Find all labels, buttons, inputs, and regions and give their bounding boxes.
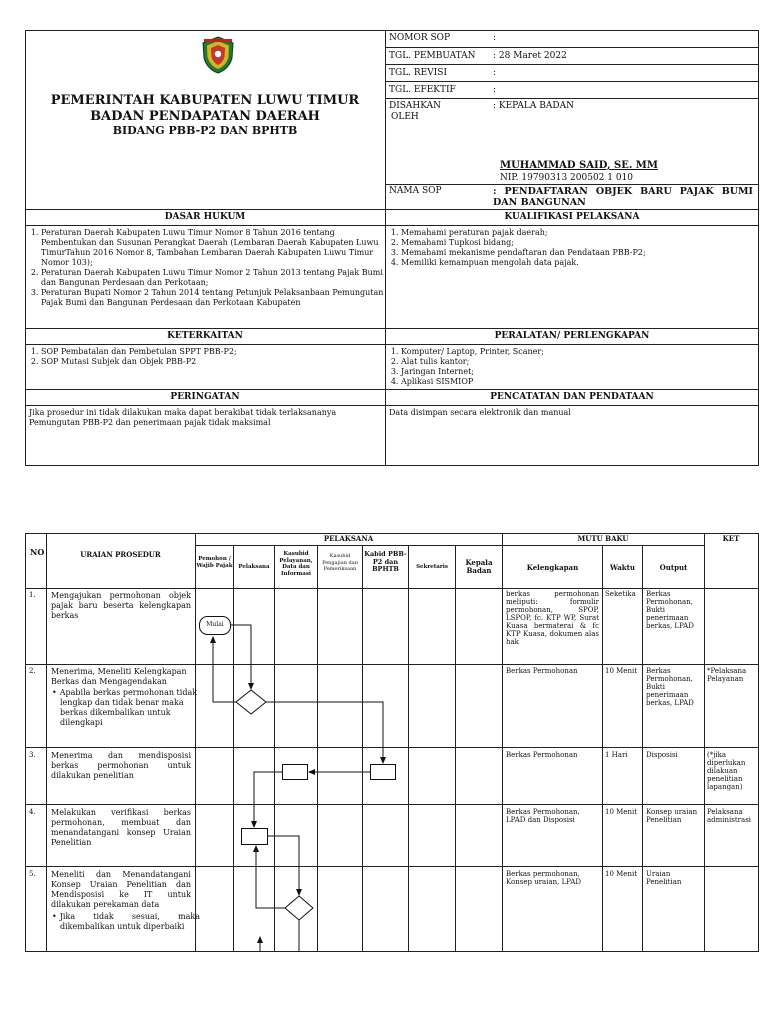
list-item: 3. Jaringan Internet; [401,367,763,377]
row-no: 3. [29,751,36,759]
row-kelengkapan: berkas permohonan meliputi: formulir permohonan, SPOP, LSPOP, fc. KTP WP, Surat Kuasa bermaterai & fc KTP Kuasa, dokumen alas hak [506,590,599,646]
row-waktu: 10 Menit [605,667,638,675]
actor-sekretaris: Sekretaris [416,564,448,570]
row-kelengkapan: Berkas Permohonan [506,667,578,675]
row-waktu: Seketika [605,590,636,598]
field-value-pembuatan: : 28 Maret 2022 [493,51,567,61]
list-item: 4. Aplikasi SISMIOP [401,377,763,387]
list-item: 2. Peraturan Daerah Kabupaten Luwu Timur Nomor 2 Tahun 2013 tentang Pajak Bumi dan Bangunan Perdesaan dan Perkotaan; [41,268,391,288]
oleh-label: OLEH [391,112,419,122]
list-item: 1. SOP Pembatalan dan Pembetulan SPPT PBB-P2; [41,347,391,357]
keterkaitan-title: KETERKAITAN [167,331,243,341]
row-uraian: Menerima dan mendisposisi berkas permohonan untuk dilakukan penelitian [51,751,191,780]
row-bullet-list [51,912,200,932]
row-output: Disposisi [646,751,678,759]
disahkan-label: DISAHKAN [389,101,442,111]
uraian-header: URAIAN PROSEDUR [80,550,161,559]
actor-kepala-badan: Kepala Badan [465,558,493,575]
list-item: 1. Memahami peraturan pajak daerah; [401,228,763,238]
row-no: 4. [29,808,36,816]
actor-kasubid-pengajian: Kasubid Pengajian dan Pemeriksaan [322,553,358,572]
row-uraian: Meneliti dan Menandatangani Konsep Uraian Penelitian dan Mendisposisi ke IT untuk dilakukan perekaman data [51,870,191,909]
row-bullet: • Apabila berkas permohonan tidak lengkap dan tidak benar maka berkas dikembalikan untuk dilengkapi [60,688,200,728]
row-output: Konsep uraian Penelitian [646,808,698,824]
process-box-kasubid [283,765,308,780]
row-output: Uraian Penelitian [646,870,682,886]
row-waktu: 10 Menit [605,870,638,878]
peralatan-title: PERALATAN/ PERLENGKAPAN [494,331,650,341]
process-box-pelaksana [242,829,268,845]
field-value-nomor: : [493,33,497,43]
row-bullet: • Jika tidak sesuai, maka dikembalikan untuk diperbaiki [60,912,200,932]
process-box-kabid [371,765,396,780]
row-uraian: Melakukan verifikasi berkas permohonan, membuat dan menandatangani konsep Uraian Penelitian [51,808,191,847]
row-no: 2. [29,667,36,675]
actor-kabid: Kabid PBB-P2 dan BPHTB [364,550,407,573]
actor-pelaksana: Pelaksana [238,564,270,570]
field-label-efektif: TGL. EFEKTIF [389,85,456,95]
row-kelengkapan: Berkas Permohonan, LPAD dan Disposisi [506,808,580,824]
nama-sop-label: NAMA SOP [389,186,442,196]
list-item: 3. Peraturan Bupati Nomor 2 Tahun 2014 tentang Petunjuk Pelaksanbaan Pemungutan Pajak Bumi dan Bangunan Perdesaan dan Perkotaan Kabupaten [41,288,391,308]
office-name-line2: BADAN PENDAPATAN DAERAH [90,109,320,124]
row-uraian: Mengajukan permohonan objek pajak baru beserta kelengkapan berkas [51,591,191,620]
row-no: 5. [29,870,36,878]
row-output: Berkas Permohonan, Bukti penerimaan berkas, LPAD [646,590,694,630]
row-no: 1. [29,591,36,599]
no-header: NO [30,547,45,557]
row-ket: *Pelaksana Pelayanan [707,667,747,683]
dasar-hukum-title: DASAR HUKUM [164,212,246,222]
list-item: 2. SOP Mutasi Subjek dan Objek PBB-P2 [41,357,391,367]
nama-sop-value: : PENDAFTARAN OBJEK BARU PAJAK BUMI DAN BANGUNAN [493,186,753,208]
decision-diamond-1 [236,690,266,714]
row-output: Berkas Permohonan, Bukti penerimaan berkas, LPAD [646,667,694,707]
field-label-pembuatan: TGL. PEMBUATAN [389,51,476,61]
office-name-line1: PEMERINTAH KABUPATEN LUWU TIMUR [50,93,360,108]
signer-name: MUHAMMAD SAID, SE. MM [500,160,658,171]
list-item: 3. Memahami mekanisme pendaftaran dan Pendataan PBB-P2; [401,248,763,258]
peringatan-text: Jika prosedur ini tidak dilakukan maka dapat berakibat tidak terlaksananya Pemungutan PBB-P2 dan penerimaan pajak tidak maksimal [29,408,337,427]
peringatan-title: PERINGATAN [170,392,240,402]
mutu-col-output: Output [659,563,688,572]
pencatatan-title: PENCATATAN DAN PENDATAAN [490,392,654,402]
row-kelengkapan: Berkas permohonan, Konsep uraian, LPAD [506,870,581,886]
row-waktu: 10 Menit [605,808,638,816]
actor-pemohon: Pemohon / Wajib Pajak [196,556,233,569]
field-value-revisi: : [493,68,497,78]
row-uraian: Menerima, Meneliti Kelengkapan Berkas dan Mengagendakan [51,667,187,686]
signer-nip: NIP. 19790313 200502 1 010 [500,173,634,183]
mutu-col-kelengkapan: Kelengkapan [526,563,579,572]
flowchart [200,617,396,921]
list-item: 2. Memahami Tupkosi bidang; [401,238,763,248]
disahkan-value: : KEPALA BADAN [493,101,574,111]
decision-diamond-2 [285,896,313,920]
list-item: 2. Alat tulis kantor; [401,357,763,367]
row-ket: Pelaksana administrasi [707,808,752,824]
pelaksana-header: PELAKSANA [323,534,374,543]
row-bullet-list [51,688,200,728]
kualifikasi-title: KUALIFIKASI PELAKSANA [504,212,640,222]
row-waktu: 1 Hari [605,751,628,759]
pencatatan-text: Data disimpan secara elektronik dan manual [389,408,571,417]
row-ket: (*jika diperlukan dilakuan penelitian lapangan) [707,751,746,791]
list-item: 1. Komputer/ Laptop, Printer, Scaner; [401,347,763,357]
field-label-nomor: NOMOR SOP [389,33,451,43]
actor-kasubid-pelayanan: Kasubid Pelayanan, Data dan Informasi [279,551,313,577]
list-item: 4. Memiliki kemampuan mengolah data pajak. [401,258,763,268]
field-value-efektif: : [493,85,497,95]
mutu-header: MUTU BAKU [577,534,629,543]
ket-header: KET [722,534,740,543]
office-name-line3: BIDANG PBB-P2 DAN BPHTB [112,124,298,137]
row-kelengkapan: Berkas Permohonan [506,751,578,759]
start-label: Mulai [206,621,224,628]
field-label-revisi: TGL. REVISI [389,68,448,78]
mutu-col-waktu: Waktu [610,563,635,572]
list-item: 1. Peraturan Daerah Kabupaten Luwu Timur Nomor 8 Tahun 2016 tentang Pembentukan dan Susunan Perangkat Daerah (Lembaran Daerah Kabupaten Luwu TimurTahun 2016 Nomor 8, Tambahan Lembaran Daerah Kabupaten Luwu Timur Nomor 103); [41,228,391,268]
